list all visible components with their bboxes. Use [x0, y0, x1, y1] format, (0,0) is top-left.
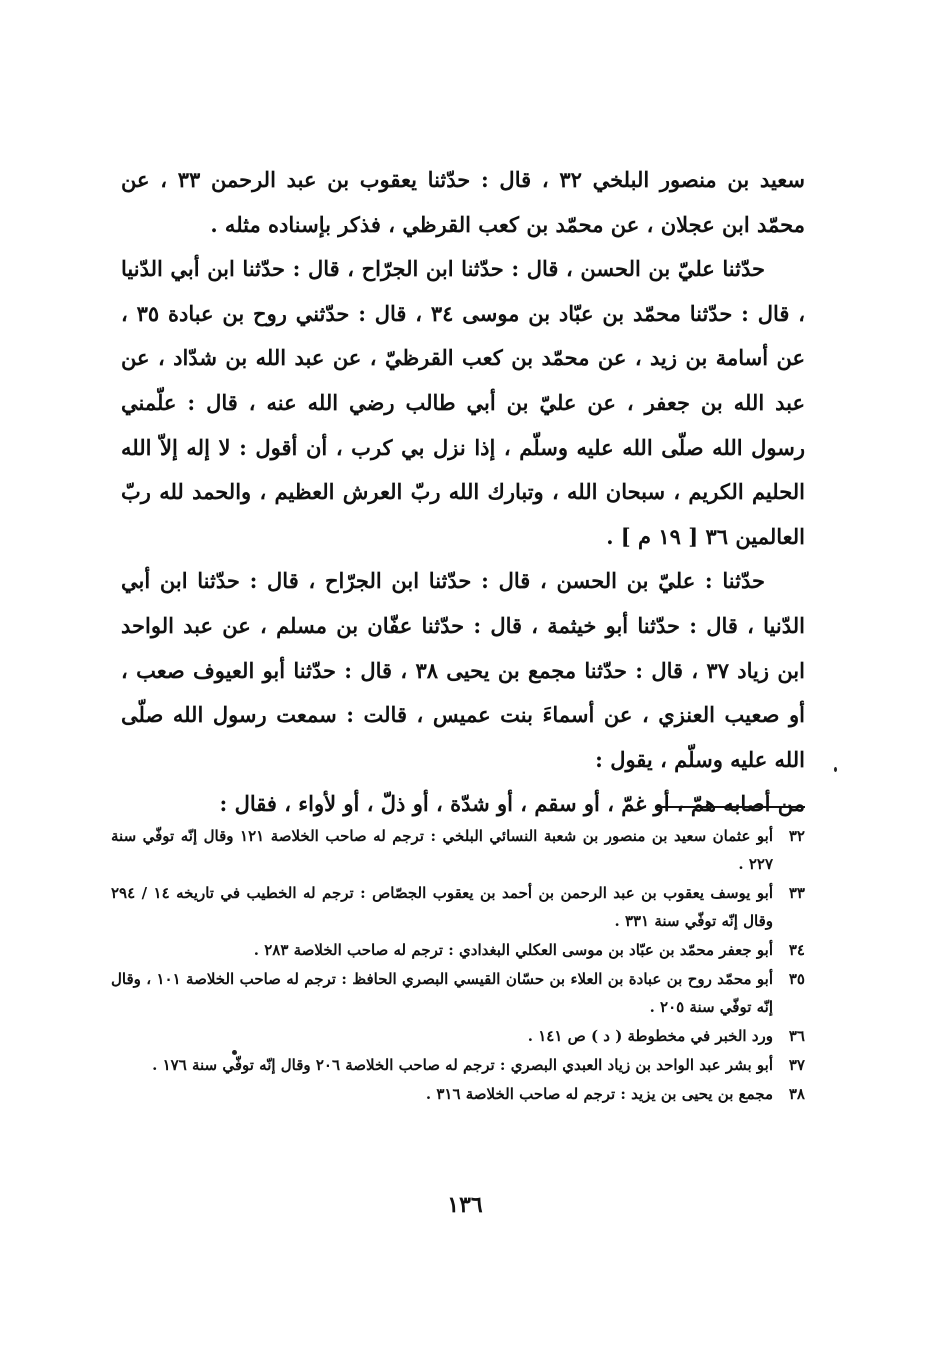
paragraph: حدّثنا : عليّ بن الحسن ، قال : حدّثنا ابن الجرّاح ، قال : حدّثنا ابن أبي الدّنيا ، قال : حدّثنا أبو خيثمة ، قال : حدّثنا عفّان بن مسلم ، عن عبد الواحد ابن زياد ٣٧ ، قال : حدّثنا مجمع بن يحيى ٣٨ ، قال : حدّثنا أبو العيوف صعب ، أو صعيب العنزي ، عن أسماءَ بنت عميس ، قالت : سمعت رسول الله صلّى الله عليه وسلّم ، يقول :: [121, 568, 805, 772]
footnote-number: ٣٣: [788, 884, 805, 902]
footnote-text: أبو يوسف يعقوب بن عبد الرحمن بن أحمد بن يعقوب الجصّاص : ترجم له الخطيب في تاريخه ١٤ / ٢٩٤ وقال إنّه توفّي سنة ٣٣١ .: [111, 884, 773, 930]
footnote-number: ٣٨: [788, 1085, 805, 1103]
paragraph: حدّثنا عليّ بن الحسن ، قال : حدّثنا ابن الجرّاح ، قال : حدّثنا ابن أبي الدّنيا ، قال : حدّثنا محمّد بن عبّاد بن موسى ٣٤ ، قال : حدّثني روح بن عبادة ٣٥ ، عن أسامة بن زيد ، عن محمّد بن كعب القرظيّ ، عن عبد الله بن شدّاد ، عن عبد الله بن جعفر ، عن عليّ بن أبي طالب رضي الله عنه ، قال : علّمني رسول الله صلّى الله عليه وسلّم ، إذا نزل بي كرب ، أن أقول : لا إله إلاّ الله الحليم الكريم ، سبحان الله ، وتبارك الله ربّ العرش العظيم ، والحمد لله ربّ العالمين ٣٦ [ ١٩ م ] .: [121, 256, 805, 549]
footnote-divider: [655, 806, 805, 808]
footnote-number: ٣٤: [788, 941, 805, 959]
footnotes: [111, 822, 805, 1109]
footnote-text: مجمع بن يحيى بن يزيد : ترجم له صاحب الخلاصة ٣١٦ .: [425, 1085, 773, 1103]
paragraph: سعيد بن منصور البلخي ٣٢ ، قال : حدّثنا يعقوب بن عبد الرحمن ٣٣ ، عن محمّد ابن عجلان ، عن محمّد بن كعب القرظي ، فذكر بإسناده مثله .: [121, 167, 806, 237]
scan-speck: [834, 767, 837, 772]
footnote-number: ٣٥: [788, 970, 805, 988]
footnote: [111, 822, 805, 878]
footnote-text: أبو جعفر محمّد بن عبّاد بن موسى العكلي البغدادي : ترجم له صاحب الخلاصة ٢٨٣ .: [253, 941, 773, 959]
footnote-text: أبو بشر عبد الواحد بن زياد العبدي البصري : ترجم له صاحب الخلاصة ٢٠٦ وقال إنّه توفّي سنة ١٧٦ .: [152, 1056, 773, 1074]
footnote: [111, 936, 805, 964]
footnote: [111, 1080, 805, 1108]
footnote: [111, 1022, 805, 1050]
footnote-text: أبو عثمان سعيد بن منصور بن شعبة النسائي البلخي : ترجم له صاحب الخلاصة ١٢١ وقال إنّه توفّي سنة ٢٢٧ .: [111, 827, 773, 873]
scan-speck: [232, 1050, 237, 1055]
footnote: [111, 965, 805, 1021]
footnote-text: أبو محمّد روح بن عبادة بن العلاء بن حسّان القيسي البصري الحافظ : ترجم له صاحب الخلاصة ١٠١ ، وقال إنّه توفّي سنة ٢٠٥ .: [111, 970, 774, 1016]
footnote-number: ٣٢: [788, 827, 805, 845]
paragraph: من أصابه همّ ، أو غمّ ، أو سقم ، أو شدّة ، أو ذلّ ، أو لأواء ، فقال :: [219, 791, 805, 817]
footnote: [111, 1051, 805, 1079]
page-number: ١٣٦: [447, 1192, 483, 1218]
main-text: [121, 158, 805, 827]
footnote-number: ٣٧: [788, 1056, 805, 1074]
footnote-text: ورد الخبر في مخطوطة ( د ) ص ١٤١ .: [527, 1027, 773, 1045]
footnote: [111, 879, 805, 935]
footnote-number: ٣٦: [788, 1027, 805, 1045]
